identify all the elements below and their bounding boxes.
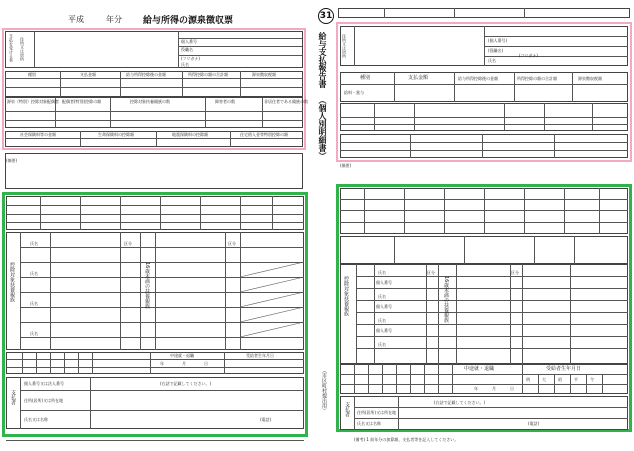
left-after-deduction-label: 給与所得控除後の金額 [126, 72, 166, 77]
right-midyear-label: 中途就・退職 [464, 366, 495, 372]
right-salary-label: 給料・賞与 [344, 90, 364, 95]
left-housing-label: 住宅借入金等特別控除の額 [240, 132, 288, 137]
right-month-row: 月 [492, 386, 496, 391]
left-bottom-rule [6, 440, 304, 441]
left-name-label: 氏名 [181, 62, 189, 67]
left-under16-diagonals [240, 262, 304, 337]
left-remarks-box [5, 153, 303, 189]
left-right-aligned-note: (右詰で記載してください。) [160, 381, 212, 386]
right-right-aligned-note: (右詰で記載してください。) [434, 400, 486, 405]
left-year-row: 年 [160, 361, 164, 366]
left-birth-label: 受給者生年月日 [246, 353, 274, 358]
right-payer-name-label: 氏名又は名称 [357, 421, 381, 426]
left-total-deduction-label: 所得控除の額の合計額 [188, 72, 228, 77]
left-title: 給与所得の源泉徴収票 [143, 16, 234, 26]
left-name-row-2: 氏名 [30, 271, 38, 276]
left-social-insurance-label: 社会保険料等の金額 [20, 132, 56, 137]
right-name-row-3: 氏名 [378, 318, 386, 323]
right-birth-label: 受給者生年月日 [546, 366, 582, 372]
right-under16-label: 16歳未満の扶養親族 [443, 276, 449, 323]
left-furigana: (フリガナ) [181, 56, 200, 61]
left-address-label: 住所又は居所 [20, 37, 25, 61]
right-name-row-4: 氏名 [378, 342, 386, 347]
right-meiji: 明 [526, 377, 530, 382]
left-personal-no-label: 個人番号 [181, 39, 197, 44]
right-insurance-table [340, 134, 628, 158]
right-after-deduction-label: 給与所得控除後の金額 [458, 76, 498, 81]
left-earthquake-label: 地震保険料の控除額 [172, 132, 208, 137]
right-side-note: （市区町村提出用） [321, 368, 327, 413]
right-phone-label: (電話) [528, 421, 540, 426]
left-day-row: 日 [204, 361, 208, 366]
right-position-label: (役職名) [488, 48, 504, 53]
right-number-text: 31 [319, 11, 333, 21]
right-dependents-detail [340, 264, 628, 364]
right-form [314, 0, 634, 451]
right-payer-address-label: 住所(居所)又は所在地 [357, 410, 397, 415]
right-header-grid [338, 8, 630, 18]
left-phone-label: (電話) [260, 417, 272, 422]
right-total-deduction-label: 所得控除の額の合計額 [517, 76, 557, 81]
left-payer-label: 支払者 [10, 390, 16, 405]
right-name-label: 氏名 [488, 58, 496, 63]
left-month-row: 月 [182, 361, 186, 366]
right-name-row-2: 氏名 [378, 294, 386, 299]
left-life-insurance-label: 生命保険料の控除額 [98, 132, 134, 137]
left-address-box [5, 31, 303, 68]
right-payer-label: 支払者 [344, 402, 350, 417]
right-title-main: 給与支払報告書 [318, 32, 328, 88]
right-personal-row-1: 個人番号 [376, 280, 392, 285]
right-category-2: 区分 [511, 270, 519, 275]
right-category-1: 区分 [427, 270, 435, 275]
left-category-2: 区分 [228, 241, 236, 246]
left-corporate-no-label: 個人番号又は法人番号 [24, 381, 64, 386]
left-nonresident-label: 非居住者である親族の数 [264, 99, 308, 104]
left-payment-label: 支払金額 [80, 72, 96, 77]
right-personal-row-3: 個人番号 [376, 328, 392, 333]
right-furigana: (フリガナ) [519, 53, 538, 58]
left-payer-name-label: 氏名又は名称 [24, 417, 48, 422]
left-spouse-label: 源泉（特別）控除対象配偶者 [7, 99, 59, 104]
left-disabled-label: 障害者の数 [215, 99, 235, 104]
right-showa: 昭 [558, 377, 562, 382]
left-withholding-label: 源泉徴収税額 [252, 72, 276, 77]
right-payment-label: 支払金額 [408, 75, 429, 81]
left-dependent-detail-label: 控除対象扶養親族 [9, 262, 15, 302]
right-type-label: 種別 [360, 75, 371, 81]
left-name-row-4: 氏名 [30, 331, 38, 336]
left-remarks-label: (摘要) [6, 158, 18, 163]
right-taisho: 大 [542, 377, 546, 382]
right-personal-no-label: (個人番号) [488, 38, 508, 43]
left-year-label: 年分 [106, 15, 122, 24]
right-name-row-1: 氏名 [378, 270, 386, 275]
right-remarks-label: (摘要) [340, 163, 352, 168]
right-day-row: 日 [510, 386, 514, 391]
right-title-sub: （個人別明細書） [318, 96, 328, 160]
left-name-row-3: 氏名 [30, 301, 38, 306]
right-footer-note: (備考) 1 前年分の加算額、支払者等を記入してください。 [354, 437, 459, 442]
right-personal-row-2: 個人番号 [376, 304, 392, 309]
left-era: 平成 [68, 15, 84, 24]
left-green-top-grid [6, 196, 304, 230]
left-form [0, 0, 310, 451]
left-under16-label: 16歳未満の扶養親族 [144, 262, 150, 309]
right-dependent-detail-label: 控除対象扶養親族 [343, 276, 349, 316]
left-payee-label: 支払を受ける者 [9, 34, 14, 62]
right-address-label: 住所又は居所 [342, 34, 347, 58]
left-dependents-label: 控除対象扶養親族の数 [130, 99, 170, 104]
right-heisei: 平 [574, 377, 578, 382]
right-withholding-label: 源泉徴収税額 [578, 76, 602, 81]
right-green-mid-grid [340, 236, 628, 264]
right-reiwa: 令 [590, 377, 594, 382]
left-name-row-1: 氏名 [30, 241, 38, 246]
left-type-label: 種別 [28, 72, 36, 77]
left-position-label: 役職名 [181, 47, 193, 52]
left-category-1: 区分 [124, 241, 132, 246]
left-spouse-special-label: 配偶者(特別)控除の額 [62, 99, 102, 104]
left-midyear-label: 中途就・退職 [170, 353, 194, 358]
right-year-row: 年 [474, 386, 478, 391]
right-number-badge [318, 8, 334, 24]
left-payer-address-label: 住所(居所)又は所在地 [24, 398, 64, 403]
